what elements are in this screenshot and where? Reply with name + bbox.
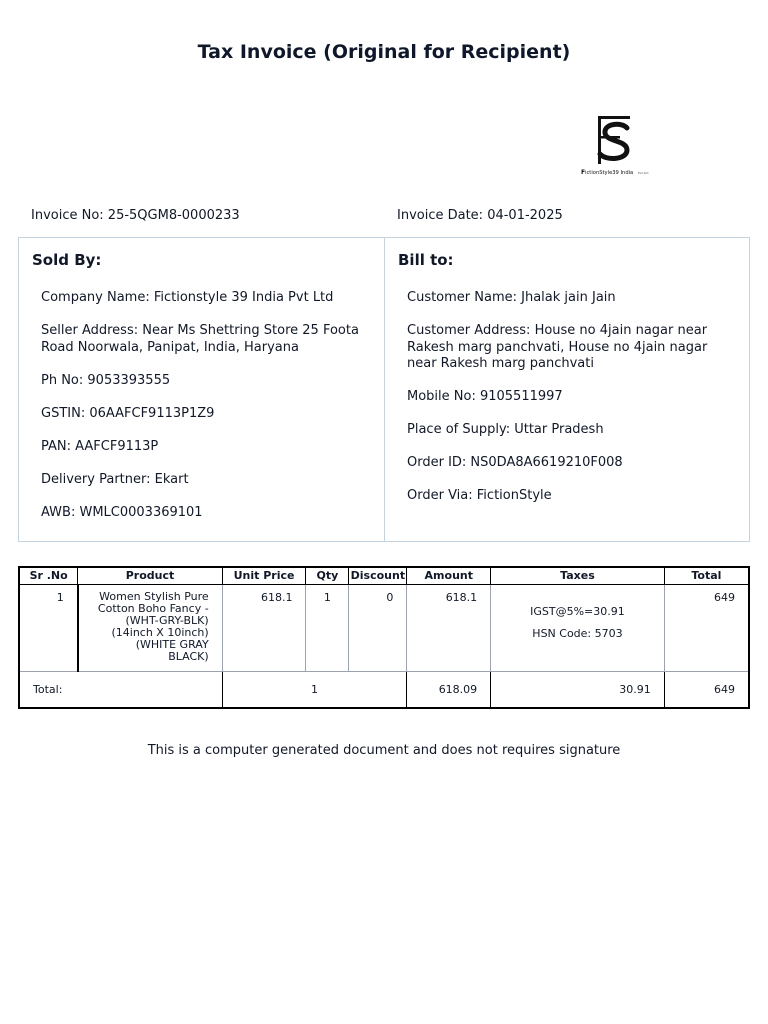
cell-total: 649 — [664, 584, 749, 671]
footer-note: This is a computer generated document and does not requires signature — [147, 743, 621, 758]
total-amount: 618.09 — [407, 671, 491, 708]
seller-gstin: GSTIN: 06AAFCF9113P1Z9 — [41, 405, 215, 421]
cell-amount: 618.1 — [407, 584, 491, 671]
bill-to-section — [384, 238, 749, 541]
total-taxes: 30.91 — [491, 671, 665, 708]
order-via: Order Via: FictionStyle — [407, 488, 552, 503]
cell-taxes — [491, 584, 665, 671]
cell-product: Women Stylish Pure Cotton Boho Fancy - (WHT-GRY-BLK) (14inch X 10inch) (WHITE GRAY BLACK) — [78, 584, 222, 671]
seller-phone: Ph No: 9053393555 — [41, 372, 171, 388]
customer-mobile: Mobile No: 9105511997 — [407, 389, 563, 404]
page-title: Tax Invoice (Original for Recipient) — [197, 41, 571, 63]
invoice-date: Invoice Date: 04-01-2025 — [397, 208, 563, 223]
place-of-supply: Place of Supply: Uttar Pradesh — [407, 422, 604, 437]
company-logo — [578, 108, 654, 180]
svg-text:F: F — [581, 169, 586, 176]
order-id: Order ID: NS0DA8A6619210F008 — [407, 455, 623, 470]
seller-pan: PAN: AAFCF9113P — [41, 438, 159, 454]
customer-address: Customer Address: House no 4jain nagar near Rakesh marg panchvati, House no 4jain nagar near Rakesh marg panchvati — [407, 323, 708, 371]
cell-unit-price: 618.1 — [222, 584, 306, 671]
header-discount: Discount — [349, 567, 407, 584]
sold-by-section — [19, 238, 384, 541]
bill-to-heading: Bill to: — [398, 251, 454, 269]
sold-by-heading: Sold By: — [32, 251, 102, 269]
seller-company-name: Company Name: Fictionstyle 39 India Pvt Ltd — [41, 290, 334, 305]
header-taxes: Taxes — [491, 567, 665, 584]
table-row — [19, 584, 749, 671]
header-product: Product — [78, 567, 222, 584]
svg-text:ictionStyle39 India: ictionStyle39 India — [585, 170, 634, 176]
cell-discount: 0 — [349, 584, 407, 671]
cell-qty: 1 — [306, 584, 349, 671]
total-qty: 1 — [222, 671, 407, 708]
parties-box — [18, 237, 750, 542]
delivery-partner: Delivery Partner: Ekart — [41, 471, 189, 487]
customer-name: Customer Name: Jhalak jain Jain — [407, 290, 616, 305]
header-qty: Qty — [306, 567, 349, 584]
grand-total: 649 — [664, 671, 749, 708]
svg-text:Pvt.Ltd: Pvt.Ltd — [638, 171, 649, 175]
total-label: Total: — [19, 671, 222, 708]
invoice-number: Invoice No: 25-5QGM8-0000233 — [31, 208, 240, 223]
table-total-row — [19, 671, 749, 708]
awb-number: AWB: WMLC0003369101 — [41, 504, 203, 520]
cell-sr-no: 1 — [19, 584, 78, 671]
seller-address: Seller Address: Near Ms Shettring Store 25 Foota Road Noorwala, Panipat, India, Haryana — [41, 323, 359, 355]
tax-line: IGST@5%=30.91 — [530, 604, 625, 618]
header-sr-no: Sr .No — [19, 567, 78, 584]
header-amount: Amount — [407, 567, 491, 584]
table-header-row — [19, 567, 749, 584]
header-total: Total — [664, 567, 749, 584]
hsn-code: HSN Code: 5703 — [532, 626, 623, 640]
header-unit-price: Unit Price — [222, 567, 306, 584]
items-table — [18, 566, 750, 709]
